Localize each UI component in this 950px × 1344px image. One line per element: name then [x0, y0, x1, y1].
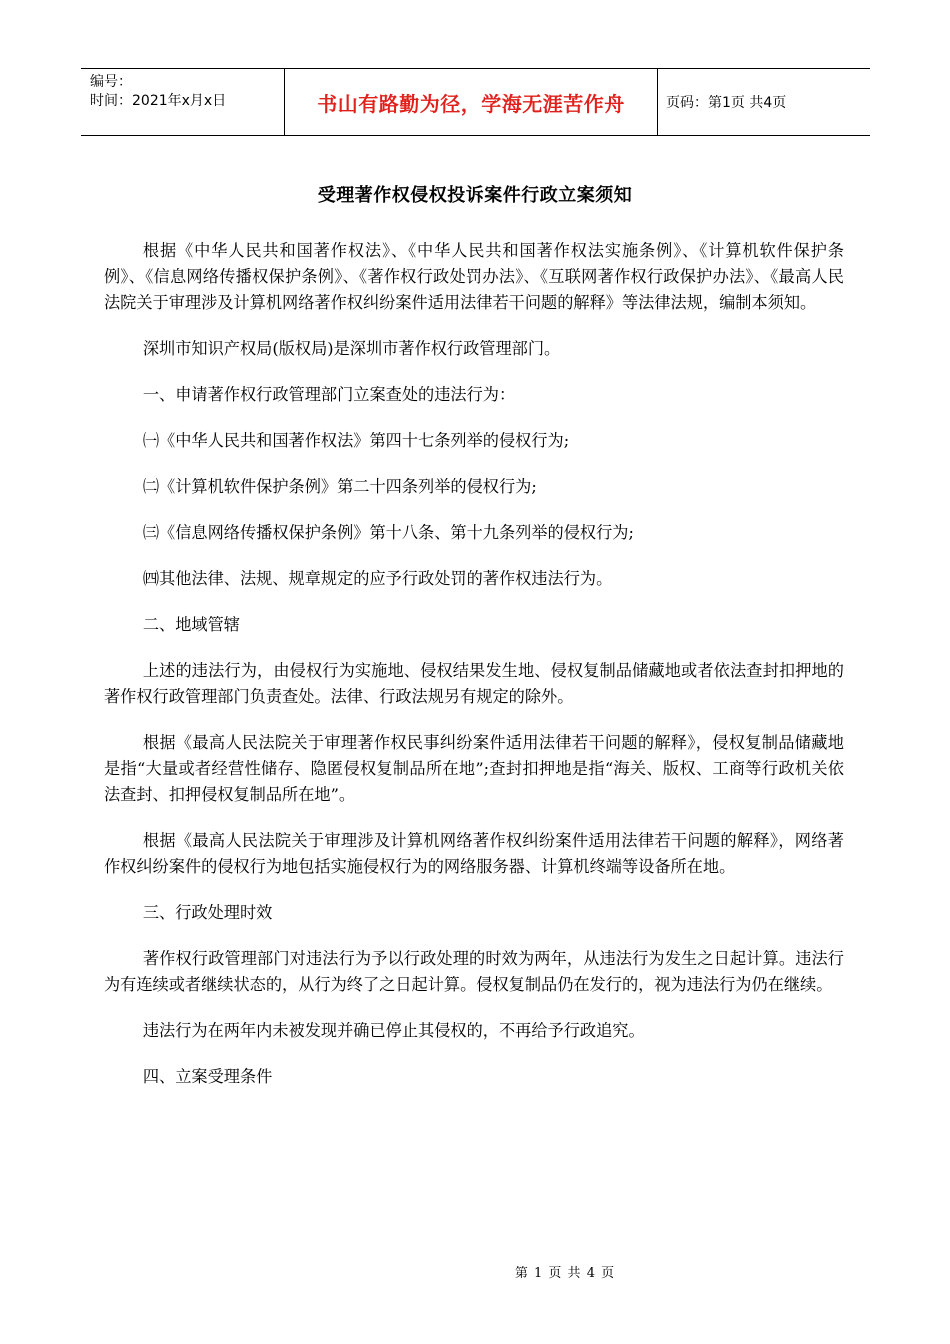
paragraph-jurisdiction: 上述的违法行为，由侵权行为实施地、侵权结果发生地、侵权复制品储藏地或者依法查封扣押地的著作权行政管理部门负责查处。法律、行政法规另有规定的除外。 — [104, 661, 844, 706]
paragraph-network-definition: 根据《最高人民法院关于审理涉及计算机网络著作权纠纷案件适用法律若干问题的解释》，网络著作权纠纷案件的侵权行为地包括实施侵权行为的网络服务器、计算机终端等设备所在地。 — [104, 831, 844, 876]
header-table — [81, 68, 870, 136]
header-page-cell — [658, 69, 870, 135]
section-heading-2: 二、地域管辖 — [142, 615, 240, 634]
header-meta-cell — [81, 69, 284, 135]
motto-text: 书山有路勤为径，学海无涯苦作舟 — [317, 91, 625, 116]
document-body — [104, 238, 844, 1110]
paragraph-time-limit: 著作权行政管理部门对违法行为予以行政处理的时效为两年，从违法行为发生之日起计算。违法行为有连续或者继续状态的，从行为终了之日起计算。侵权复制品仍在发行的，视为违法行为仍在继续。 — [104, 949, 844, 994]
section-heading-1: 一、申请著作权行政管理部门立案查处的违法行为： — [142, 385, 516, 404]
paragraph-storage-definition: 根据《最高人民法院关于审理著作权民事纠纷案件适用法律若干问题的解释》，侵权复制品储藏地是指“大量或者经营性储存、隐匿侵权复制品所在地”;查封扣押地是指“海关、版权、工商等行政机关依法查封、扣押侵权复制品所在地”。 — [104, 733, 844, 804]
paragraph-no-pursuit: 违法行为在两年内未被发现并确已停止其侵权的，不再给予行政追究。 — [142, 1021, 645, 1040]
list-item-3: ㈢《信息网络传播权保护条例》第十八条、第十九条列举的侵权行为; — [142, 523, 634, 542]
page-footer: 第 1 页 共 4 页 — [514, 1266, 616, 1281]
serial-number-label: 编号： — [90, 74, 132, 90]
paragraph-legal-basis: 根据《中华人民共和国著作权法》、《中华人民共和国著作权法实施条例》、《计算机软件保护条例》、《信息网络传播权保护条例》、《著作权行政处罚办法》、《互联网著作权行政保护办法》、《最高人民法院关于审理涉及计算机网络著作权纠纷案件适用法律若干问题的解释》等法律法规，编制本须知。 — [104, 241, 844, 312]
document-title: 受理著作权侵权投诉案件行政立案须知 — [317, 185, 633, 206]
list-item-1: ㈠《中华人民共和国著作权法》第四十七条列举的侵权行为; — [142, 431, 570, 450]
list-item-2: ㈡《计算机软件保护条例》第二十四条列举的侵权行为; — [142, 477, 537, 496]
section-heading-3: 三、行政处理时效 — [142, 903, 273, 922]
page-info: 页码：第1页 共4页 — [666, 95, 787, 111]
paragraph-authority: 深圳市知识产权局(版权局)是深圳市著作权行政管理部门。 — [142, 339, 561, 358]
time-label: 时间：2021年x月x日 — [90, 93, 227, 109]
section-heading-4: 四、立案受理条件 — [142, 1067, 273, 1086]
list-item-4: ㈣其他法律、法规、规章规定的应予行政处罚的著作权违法行为。 — [142, 569, 613, 588]
header-motto-cell — [284, 69, 658, 135]
